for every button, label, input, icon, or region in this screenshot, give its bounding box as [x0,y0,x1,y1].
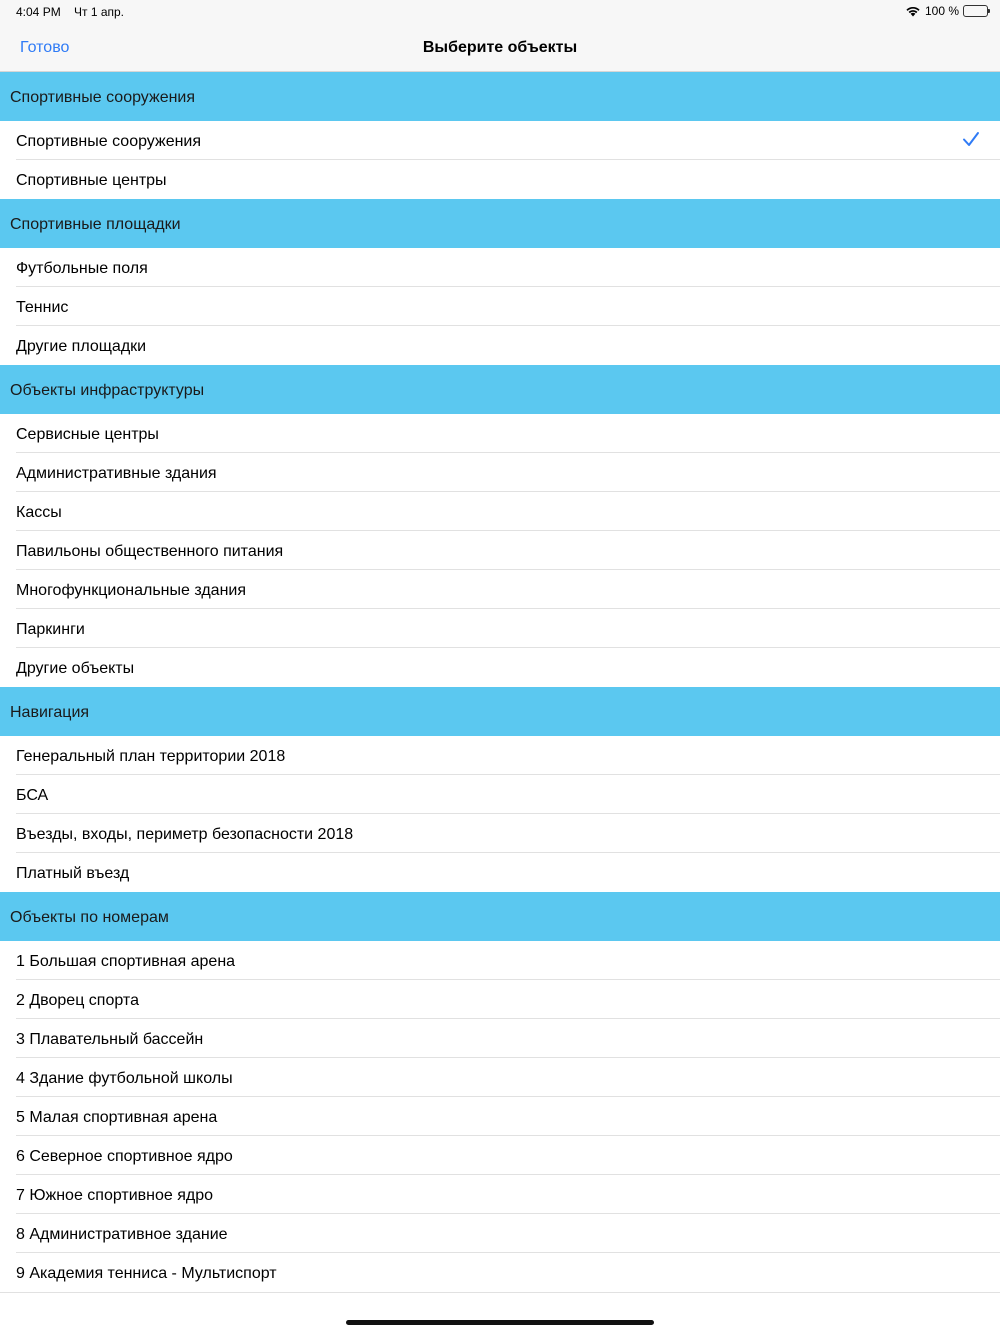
list-item-label: 8 Административное здание [16,1226,228,1243]
list-item-label: Футбольные поля [16,260,148,277]
list-item[interactable] [0,121,1000,160]
list-item[interactable] [0,814,1000,853]
object-list [0,72,1000,1293]
list-item-label: 9 Академия тенниса - Мультиспорт [16,1265,277,1282]
list-item[interactable] [0,492,1000,531]
section-header: Спортивные сооружения [0,72,1000,121]
list-item-label: 3 Плавательный бассейн [16,1031,204,1048]
done-button[interactable]: Готово [20,39,70,56]
status-time: 4:04 PM [16,5,61,19]
status-date: Чт 1 апр. [74,5,125,19]
list-item-label: Паркинги [16,621,85,638]
list-item-label: Многофункциональные здания [16,582,247,599]
list-item[interactable] [0,531,1000,570]
list-item[interactable] [0,648,1000,687]
list-item[interactable] [0,609,1000,648]
list-item[interactable] [0,326,1000,365]
list-item[interactable] [0,1058,1000,1097]
list-item[interactable] [0,1253,1000,1292]
list-item[interactable] [0,1019,1000,1058]
list-item[interactable] [0,1214,1000,1253]
section-header: Спортивные площадки [0,199,1000,248]
list-item[interactable] [0,1097,1000,1136]
list-item-label: Другие площадки [16,338,147,355]
list-bottom-divider [0,1292,1000,1293]
section-header: Объекты по номерам [0,892,1000,941]
list-item-label: Въезды, входы, периметр безопасности 2018 [16,826,354,843]
section-header: Объекты инфраструктуры [0,365,1000,414]
list-item[interactable] [0,1136,1000,1175]
list-item-label: Спортивные центры [16,172,167,189]
list-item[interactable] [0,287,1000,326]
list-item-label: Теннис [16,299,69,316]
list-item-label: Другие объекты [16,660,135,677]
list-item[interactable] [0,853,1000,892]
list-item-label: 4 Здание футбольной школы [16,1070,233,1087]
list-item[interactable] [0,248,1000,287]
navigation-bar [0,24,1000,72]
list-item[interactable] [0,570,1000,609]
list-item-label: 7 Южное спортивное ядро [16,1187,214,1204]
list-item-label: 2 Дворец спорта [16,992,139,1009]
list-item-label: Генеральный план территории 2018 [16,748,286,765]
list-item-label: 6 Северное спортивное ядро [16,1148,233,1165]
list-item[interactable] [0,414,1000,453]
list-item-label: Павильоны общественного питания [16,543,284,560]
list-item[interactable] [0,160,1000,199]
checkmark-icon [962,130,980,148]
section-header: Навигация [0,687,1000,736]
page-title: Выберите объекты [422,39,578,56]
list-item-label: 5 Малая спортивная арена [16,1109,218,1126]
list-item-label: Спортивные сооружения [16,133,202,150]
list-item[interactable] [0,980,1000,1019]
battery-icon [963,5,988,17]
list-item[interactable] [0,1175,1000,1214]
wifi-icon [905,5,921,17]
list-item-label: 1 Большая спортивная арена [16,953,236,970]
home-indicator[interactable] [346,1320,654,1325]
list-item[interactable] [0,453,1000,492]
status-bar [0,0,1000,24]
list-item-label: Сервисные центры [16,426,159,443]
list-item-label: Кассы [16,504,62,521]
list-item-label: БСА [16,787,49,804]
list-item-label: Платный въезд [16,865,130,882]
list-item-label: Административные здания [16,465,217,482]
list-item[interactable] [0,736,1000,775]
list-item[interactable] [0,941,1000,980]
battery-percent: 100 % [924,4,959,18]
list-item[interactable] [0,775,1000,814]
status-right [905,4,988,18]
